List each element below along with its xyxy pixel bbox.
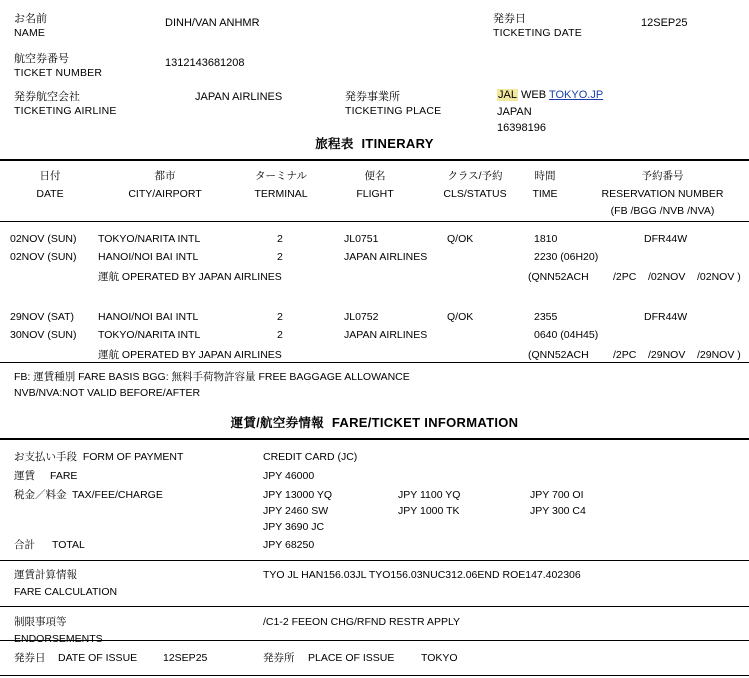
endorsements-label-en: ENDORSEMENTS [14,633,103,645]
col-city-jp: 都市 [154,170,176,182]
total-value: JPY 68250 [263,539,315,551]
jal-highlight: JAL [498,89,517,101]
seg1-row1-date: 02NOV (SUN) [10,233,77,245]
ticketing-place-link[interactable]: TOKYO.JP [548,89,604,101]
seg1-fb: (QNN52ACH [528,271,589,283]
seg1-nva: /02NOV ) [697,271,741,283]
ticket-number-value: 1312143681208 [165,57,245,69]
itinerary-header-row [0,161,749,221]
total-label-jp: 合計 [14,539,35,551]
seg2-bgg: /2PC [613,349,637,361]
fare-value: JPY 46000 [263,470,315,482]
seg1-row1-flight: JL0751 [344,233,379,245]
seg1-row1-cls: Q/OK [447,233,474,245]
web-text: WEB [521,89,547,101]
seg1-row2-terminal: 2 [277,251,283,263]
endorsements-label-jp: 制限事項等 [14,616,67,628]
ticketing-date-value: 12SEP25 [641,17,688,29]
name-label-jp: お名前 [14,13,47,25]
fare-title [0,407,749,438]
seg2-nva: /29NOV ) [697,349,741,361]
ticketing-airline-value: JAPAN AIRLINES [195,91,283,103]
endorsements-rule [0,606,749,607]
col-date-en: DATE [36,188,64,200]
seg2-row2-flight: JAPAN AIRLINES [344,329,428,341]
fare-title-jp: 運賃/航空券情報 [230,416,325,430]
seg1-nvb: /02NOV [648,271,686,283]
col-terminal-jp: ターミナル [255,170,307,182]
seg1-row2-city: HANOI/NOI BAI INTL [98,251,199,263]
form-of-payment-label [14,450,183,464]
itinerary-body [0,222,749,362]
col-flight-en: FLIGHT [356,188,394,200]
place-of-issue-value: TOKYO [421,652,458,664]
date-of-issue-value: 12SEP25 [163,652,208,664]
seg2-row1-date: 29NOV (SAT) [10,311,74,323]
endorsements-value: /C1-2 FEEON CHG/RFND RESTR APPLY [263,616,461,628]
col-cls-jp: クラス/予約 [447,170,503,182]
total-label-en: TOTAL [52,539,85,551]
seg1-row1-terminal: 2 [277,233,283,245]
seg2-row1-flight: JL0752 [344,311,379,323]
footer-section [0,641,749,675]
tax-row1-col2: JPY 1100 YQ [398,489,461,501]
itinerary-title-en: ITINERARY [361,136,434,151]
seg2-fb: (QNN52ACH [528,349,589,361]
ticket-number-label-jp: 航空券番号 [14,53,69,65]
seg1-row2-date: 02NOV (SUN) [10,251,77,263]
seg1-row2-flight: JAPAN AIRLINES [344,251,428,263]
place-of-issue-label-en: PLACE OF ISSUE [308,652,395,664]
seg2-row2-time: 0640 (04H45) [534,329,599,341]
col-time-en: TIME [532,188,558,200]
seg2-row2-date: 30NOV (SUN) [10,329,77,341]
seg1-bgg: /2PC [613,271,637,283]
col-terminal-en: TERMINAL [254,188,308,200]
col-time-jp: 時間 [534,170,556,182]
fare-title-en: FARE/TICKET INFORMATION [331,415,519,430]
col-date-jp: 日付 [39,170,61,182]
legend-line-1: FB: 運賃種別 FARE BASIS BGG: 無料手荷物許容量 FREE BAGGAGE ALLOWANCE [14,371,410,383]
tax-row2-col3: JPY 300 C4 [530,505,586,517]
tax-row2-col1: JPY 2460 SW [263,505,329,517]
tax-label-jp: 税金／料金 [14,489,67,501]
tax-row3-col1: JPY 3690 JC [263,521,325,533]
col-flight-jp: 便名 [364,170,386,182]
col-reservation-jp: 予約番号 [641,170,684,182]
date-of-issue-label-en: DATE OF ISSUE [58,652,138,664]
fare-calc-label-jp: 運賃計算情報 [14,569,77,581]
legend-line-2: NVB/NVA:NOT VALID BEFORE/AFTER [14,387,201,399]
form-of-payment-label-en: FORM OF PAYMENT [82,451,184,463]
form-of-payment-label-jp: お支払い手段 [14,451,77,463]
col-reservation-sub: (FB /BGG /NVB /NVA) [610,205,715,217]
seg2-row2-city: TOKYO/NARITA INTL [98,329,201,341]
seg2-operated-by: 運航 OPERATED BY JAPAN AIRLINES [98,349,282,361]
ticketing-place-value-line2: JAPAN [497,106,532,118]
name-value: DINH/VAN ANHMR [165,17,260,29]
fare-label-jp: 運賃 [14,470,35,482]
seg1-row2-time: 2230 (06H20) [534,251,599,263]
ticketing-place-value-line3: 16398196 [497,122,546,134]
ticketing-place-label-jp: 発券事業所 [345,91,400,103]
itinerary-title [0,128,749,159]
col-reservation-en: RESERVATION NUMBER [601,188,724,200]
seg1-row1-city: TOKYO/NARITA INTL [98,233,201,245]
date-of-issue-label-jp: 発券日 [14,652,46,664]
ticketing-airline-label-en: TICKETING AIRLINE [14,105,117,117]
seg2-nvb: /29NOV [648,349,686,361]
seg2-row2-terminal: 2 [277,329,283,341]
tax-row1-col3: JPY 700 OI [530,489,584,501]
fare-label-en: FARE [50,470,78,482]
tax-row2-col2: JPY 1000 TK [398,505,460,517]
ticketing-date-label-en: TICKETING DATE [493,27,582,39]
fare-calc-label-en: FARE CALCULATION [14,586,118,598]
seg2-row1-city: HANOI/NOI BAI INTL [98,311,199,323]
seg1-operated-by: 運航 OPERATED BY JAPAN AIRLINES [98,271,282,283]
fare-calc-value: TYO JL HAN156.03JL TYO156.03NUC312.06END ROE147.402306 [263,569,581,581]
header-section [0,0,749,134]
fare-section [0,440,749,645]
legend-block [0,363,749,407]
seg1-row1-reservation: DFR44W [644,233,688,245]
ticketing-airline-label-jp: 発券航空会社 [14,91,80,103]
seg2-row1-reservation: DFR44W [644,311,688,323]
col-city-en: CITY/AIRPORT [128,188,202,200]
place-of-issue-label-jp: 発券所 [263,652,295,664]
tax-row1-col1: JPY 13000 YQ [263,489,333,501]
seg1-row1-time: 1810 [534,233,558,245]
form-of-payment-value: CREDIT CARD (JC) [263,451,358,463]
itinerary-title-jp: 旅程表 [315,137,354,151]
seg2-row1-time: 2355 [534,311,558,323]
ticketing-date-label-jp: 発券日 [493,13,526,25]
tax-label-en: TAX/FEE/CHARGE [72,489,163,501]
ticketing-place-value-line1 [497,88,603,102]
name-label-en: NAME [14,27,46,39]
seg2-row1-terminal: 2 [277,311,283,323]
ticketing-place-label-en: TICKETING PLACE [345,105,442,117]
footer-bottom-rule [0,675,749,676]
ticket-number-label-en: TICKET NUMBER [14,67,103,79]
seg2-row1-cls: Q/OK [447,311,474,323]
fare-calc-rule [0,560,749,561]
col-cls-en: CLS/STATUS [443,188,507,200]
